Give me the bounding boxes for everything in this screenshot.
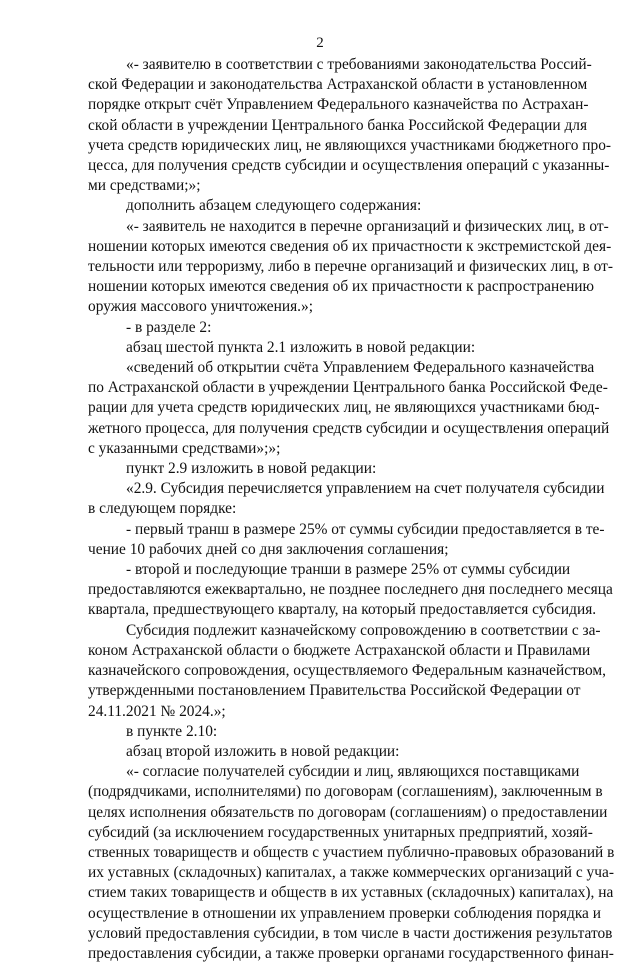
text-line: цесса, для получения средств субсидии и осуществления операций с указанны-: [88, 157, 610, 175]
paragraph: [88, 742, 614, 762]
text-line: «сведений об открытии счёта Управлением Федерального казначейства: [126, 359, 595, 377]
text-line: ношении которых имеются сведения об их причастности к распространению: [88, 278, 595, 296]
page-number: 2: [316, 35, 324, 51]
text-line: стием таких товариществ и обществ в их уставных (складочных) капиталах), на: [88, 884, 614, 902]
text-line: тельности или терроризму, либо в перечне организаций и физических лиц, в от-: [88, 258, 613, 276]
paragraph: [88, 479, 614, 519]
text-line: «- заявителю в соответствии с требованиями законодательства Россий-: [126, 56, 592, 73]
text-line: с указанными средствами»;»;: [88, 439, 281, 457]
text-line: «- согласие получателей субсидии и лиц, являющихся поставщиками: [126, 763, 580, 781]
text-line: «- заявитель не находится в перечне организаций и физических лиц, в от-: [126, 217, 609, 235]
text-line: казначейского сопровождения, осуществляемого Федеральным казначейством,: [88, 662, 606, 680]
text-line: в пункте 2.10:: [126, 722, 218, 740]
text-line: - первый транш в размере 25% от суммы субсидии предоставляется в те-: [126, 520, 605, 538]
text-line: коном Астраханской области о бюджете Астраханской области и Правилами: [88, 641, 591, 659]
text-line: 24.11.2021 № 2024.»;: [88, 702, 226, 720]
text-line: квартала, предшествующего кварталу, на который предоставляется субсидия.: [88, 601, 597, 619]
text-line: жетного процесса, для получения средств субсидии и осуществления операций: [88, 419, 610, 437]
paragraph: [88, 196, 614, 216]
paragraph: [88, 318, 614, 338]
text-line: чение 10 рабочих дней со дня заключения соглашения;: [88, 540, 449, 558]
paragraph: [88, 459, 614, 479]
text-line: (подрядчиками, исполнителями) по договорам (соглашениям), заключенным в: [88, 783, 603, 801]
text-line: ской области в учреждении Центрального банка Российской Федерации для: [88, 116, 588, 134]
text-line: субсидий (за исключением государственных унитарных предприятий, хозяй-: [88, 823, 593, 841]
paragraph: [88, 762, 614, 964]
text-line: порядке открыт счёт Управлением Федерального казначейства по Астрахан-: [88, 96, 589, 114]
text-line: в следующем порядке:: [88, 500, 237, 518]
paragraph: [88, 560, 614, 621]
text-line: дополнить абзацем следующего содержания:: [126, 197, 422, 215]
text-line: ской Федерации и законодательства Астраханской области в установленном: [88, 76, 588, 94]
paragraph: [88, 621, 614, 722]
text-line: предоставления субсидии, а также проверки органами государственного финан-: [88, 944, 614, 962]
paragraph: [88, 217, 614, 318]
text-line: по Астраханской области в учреждении Центрального банка Российской Феде-: [88, 379, 608, 397]
text-line: Субсидия подлежит казначейскому сопровождению в соответствии с за-: [126, 621, 601, 639]
text-line: ственных товариществ и обществ с участием публично-правовых образований в: [88, 843, 615, 861]
paragraph: [88, 338, 614, 358]
paragraph: [88, 722, 614, 742]
text-line: рации для учета средств юридических лиц, не являющихся участниками бюд-: [88, 399, 600, 417]
text-line: осуществление в отношении их управлением проверки соблюдения порядка и: [88, 904, 601, 922]
text-line: - второй и последующие транши в размере 25% от суммы субсидии: [126, 561, 571, 579]
text-line: ми средствами;»;: [88, 177, 201, 195]
paragraph: [88, 55, 614, 196]
text-line: учета средств юридических лиц, не являющихся участниками бюджетного про-: [88, 136, 612, 154]
text-line: их уставных (складочных) капиталах, а также коммерческих организаций с уча-: [88, 864, 614, 882]
text-line: целях исполнения обязательств по договорам (соглашениям) о предоставлении: [88, 803, 608, 821]
text-line: абзац шестой пункта 2.1 изложить в новой редакции:: [126, 338, 476, 356]
text-line: утвержденными постановлением Правительства Российской Федерации от: [88, 682, 581, 700]
text-line: ношении которых имеются сведения об их причастности к экстремистской дея-: [88, 237, 612, 255]
text-line: абзац второй изложить в новой редакции:: [126, 742, 400, 760]
paragraph: [88, 358, 614, 459]
text-line: оружия массового уничтожения.»;: [88, 298, 314, 316]
paragraph: [88, 520, 614, 560]
text-line: - в разделе 2:: [126, 318, 212, 336]
text-line: «2.9. Субсидия перечисляется управлением на счет получателя субсидии: [126, 480, 605, 498]
text-line: пункт 2.9 изложить в новой редакции:: [126, 460, 377, 478]
document-body: [88, 55, 614, 964]
text-line: предоставляются ежеквартально, не позднее последнего дня последнего месяца: [88, 581, 613, 599]
text-line: условий предоставления субсидии, в том числе в части достижения результатов: [88, 924, 613, 942]
